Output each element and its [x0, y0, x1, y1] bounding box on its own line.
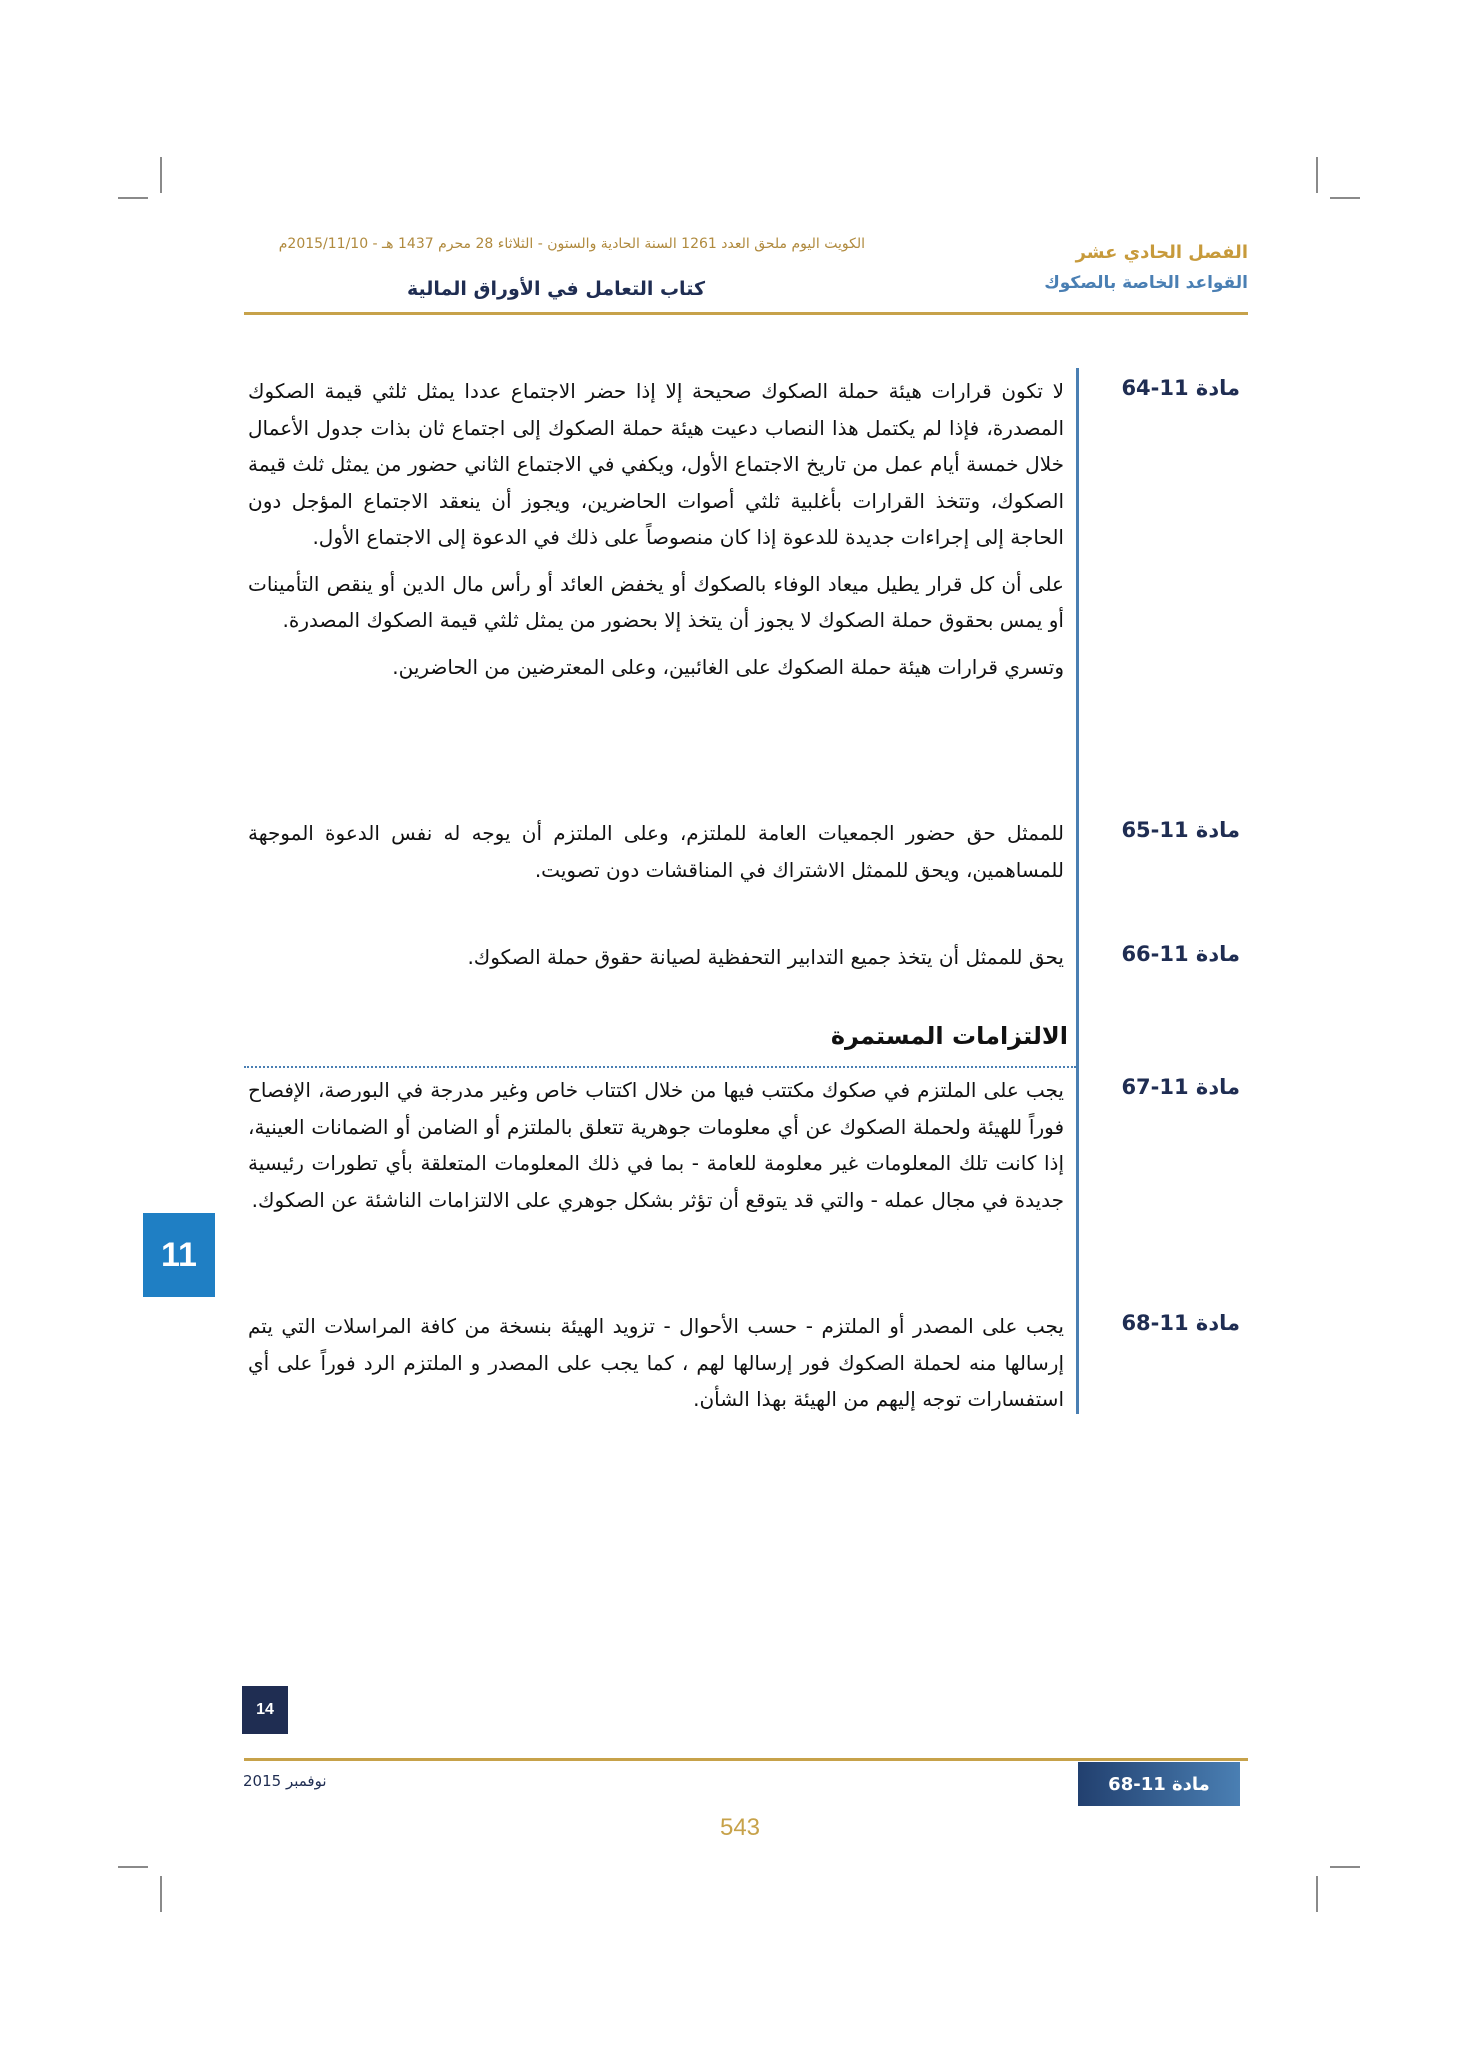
section-heading: الالتزامات المستمرة: [830, 1022, 1068, 1050]
article-66-body: [248, 939, 1064, 986]
header-divider: [244, 312, 1248, 315]
footer-date: نوفمبر 2015: [243, 1772, 327, 1790]
article-64-label: مادة 11-64: [1121, 376, 1240, 400]
page-number: 14: [242, 1686, 288, 1734]
article-divider: [1076, 368, 1079, 1414]
article-67-body: [248, 1072, 1064, 1228]
chapter-tab: 11: [143, 1213, 215, 1297]
article-64-paragraph: لا تكون قرارات هيئة حملة الصكوك صحيحة إلا إذا حضر الاجتماع عددا يمثل ثلثي قيمة الصكوك المصدرة، فإذا لم يكتمل هذا النصاب دعيت هيئة حملة الصكوك إلى اجتماع ثان بذات جدول الأعمال خلال خمسة أيام عمل من تاريخ الاجتماع الأول، ويكفي في الاجتماع الثاني حضور من يمثل ثلث قيمة الصكوك، وتتخذ القرارات بأغلبية ثلثي أصوات الحاضرين، ويجوز أن ينعقد الاجتماع المؤجل دون الحاجة إلى إجراءات جديدة للدعوة إذا كان منصوصاً على ذلك في الدعوة إلى الاجتماع الأول.: [248, 379, 1064, 549]
crop-mark: [118, 197, 148, 199]
crop-mark: [160, 157, 162, 193]
chapter-subtitle: القواعد الخاصة بالصكوك: [1044, 273, 1248, 293]
article-65-label: مادة 11-65: [1121, 818, 1240, 842]
article-68-paragraph: يجب على المصدر أو الملتزم - حسب الأحوال - تزويد الهيئة بنسخة من كافة المراسلات التي يتم إرسالها منه لحملة الصكوك فور إرسالها لهم ، كما يجب على المصدر و الملتزم الرد فوراً على أي استفسارات توجه إليهم من الهيئة بهذا الشأن.: [248, 1314, 1064, 1411]
article-68-label: مادة 11-68: [1121, 1311, 1240, 1335]
article-65-body: [248, 815, 1064, 898]
footer-divider: [244, 1758, 1248, 1761]
section-divider: [244, 1066, 1076, 1068]
crop-mark: [1330, 197, 1360, 199]
gazette-line: الكويت اليوم ملحق العدد 1261 السنة الحادية والستون - الثلاثاء 28 محرم 1437 هـ - 2015/11/10م: [278, 236, 865, 252]
crop-mark: [1330, 1866, 1360, 1868]
crop-mark: [118, 1866, 148, 1868]
article-64-paragraph: وتسري قرارات هيئة حملة الصكوك على الغائبين، وعلى المعترضين من الحاضرين.: [392, 654, 1064, 679]
article-64-body: [248, 373, 1064, 695]
footer-article-range: مادة 11-68: [1078, 1762, 1240, 1806]
article-67-label: مادة 11-67: [1121, 1075, 1240, 1099]
crop-mark: [1316, 1876, 1318, 1912]
article-65-paragraph: للممثل حق حضور الجمعيات العامة للملتزم، وعلى الملتزم أن يوجه له نفس الدعوة الموجهة للمساهمين، ويحق للممثل الاشتراك في المناقشات دون تصويت.: [248, 821, 1064, 882]
chapter-title: الفصل الحادي عشر: [1075, 242, 1248, 263]
crop-mark: [1316, 157, 1318, 193]
article-64-paragraph: على أن كل قرار يطيل ميعاد الوفاء بالصكوك أو يخفض العائد أو رأس مال الدين أو ينقص التأمينات أو يمس بحقوق حملة الصكوك لا يجوز أن يتخذ إلا بحضور من يمثل ثلثي قيمة الصكوك المصدرة.: [248, 571, 1064, 632]
article-66-label: مادة 11-66: [1121, 942, 1240, 966]
book-title: كتاب التعامل في الأوراق المالية: [407, 278, 705, 300]
article-68-body: [248, 1308, 1064, 1428]
crop-mark: [160, 1876, 162, 1912]
article-67-paragraph: يجب على الملتزم في صكوك مكتتب فيها من خلال اكتتاب خاص وغير مدرجة في البورصة، الإفصاح فوراً للهيئة ولحملة الصكوك عن أي معلومات جوهرية تتعلق بالملتزم أو الضامن أو الضمانات العينية، إذا كانت تلك المعلومات غير معلومة للعامة - بما في ذلك المعلومات المتعلقة بأي تطورات رئيسية جديدة في مجال عمله - والتي قد يتوقع أن تؤثر بشكل جوهري على الالتزامات الناشئة عن الصكوك.: [248, 1078, 1064, 1212]
article-66-paragraph: يحق للممثل أن يتخذ جميع التدابير التحفظية لصيانة حقوق حملة الصكوك.: [467, 945, 1064, 969]
volume-page-number: 543: [719, 1814, 761, 1841]
